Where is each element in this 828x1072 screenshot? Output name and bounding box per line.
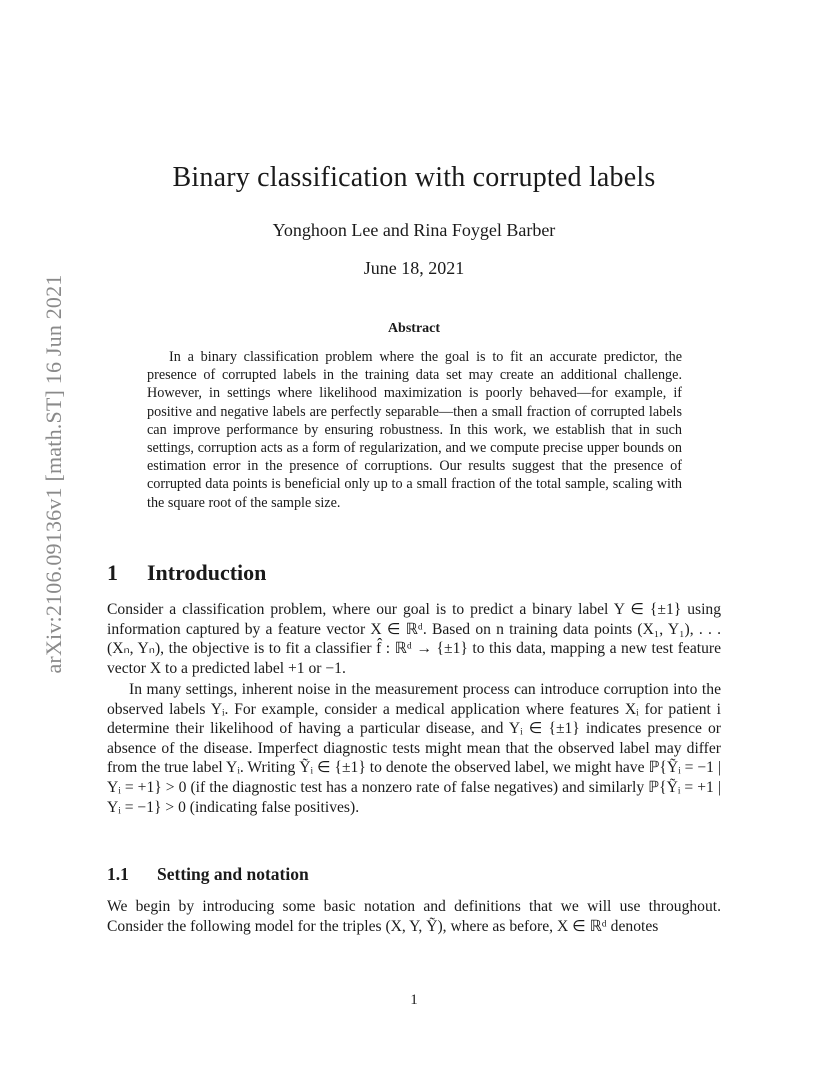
paper-authors: Yonghoon Lee and Rina Foygel Barber: [272, 220, 556, 240]
section-title: Introduction: [147, 560, 267, 585]
abstract-heading: Abstract: [387, 321, 441, 336]
abstract-text: In a binary classification problem where the goal is to fit an accurate predictor, the presence of corrupted labels in the training data set may create an additional challenge. However, in settings where likelihood maximization is poorly behaved—for example, if positive and negative labels are perfectly separable—then a small fraction of corrupted labels can improve performance by ensuring robustness. In this work, we establish that in such settings, corruption acts as a form of regularization, and we compute precise upper bounds on estimation error in the presence of corruptions. Our results suggest that the presence of corrupted data points is beneficial only up to a small fraction of the total sample, scaling with the square root of the sample size.: [147, 349, 682, 511]
setting-paragraph: We begin by introducing some basic notation and definitions that we will use throughout. Consider the following model for the triples (X, Y, Ỹ), where as before, X ∈ ℝᵈ denotes: [107, 898, 721, 935]
arxiv-identifier: arXiv:2106.09136v1 [math.ST] 16 Jun 2021: [41, 274, 66, 674]
intro-paragraph-2: In many settings, inherent noise in the measurement process can introduce corruption into the observed labels Yᵢ. For example, consider a medical application where features Xᵢ for patient i determine their likelihood of having a particular disease, and Yᵢ ∈ {±1} indicates presence or absence of the disease. Imperfect diagnostic tests might mean that the observed label may differ from the true label Yᵢ. Writing Ỹᵢ ∈ {±1} to denote the observed label, we might have ℙ{Ỹᵢ = −1 | Yᵢ = +1} > 0 (if the diagnostic test has a nonzero rate of false negatives) and similarly ℙ{Ỹᵢ = +1 | Yᵢ = −1} > 0 (indicating false positives).: [107, 681, 721, 816]
subsection-number: 1.1: [107, 864, 129, 884]
paper-title: Binary classification with corrupted labels: [172, 162, 656, 193]
intro-paragraph-1: Consider a classification problem, where our goal is to predict a binary label Y ∈ {±1} using information captured by a feature vector X ∈ ℝᵈ. Based on n training data points (X₁, Y₁), . . . (Xₙ, Yₙ), the objective is to fit a classifier f̂ : ℝᵈ → {±1} to this data, mapping a new test feature vector X to a predicted label +1 or −1.: [107, 601, 721, 677]
subsection-heading: [107, 864, 309, 885]
subsection-title: Setting and notation: [157, 864, 309, 884]
paper-date: June 18, 2021: [363, 258, 465, 278]
section-number: 1: [107, 560, 118, 585]
section-heading: [107, 560, 266, 586]
page-number: 1: [410, 992, 418, 1008]
